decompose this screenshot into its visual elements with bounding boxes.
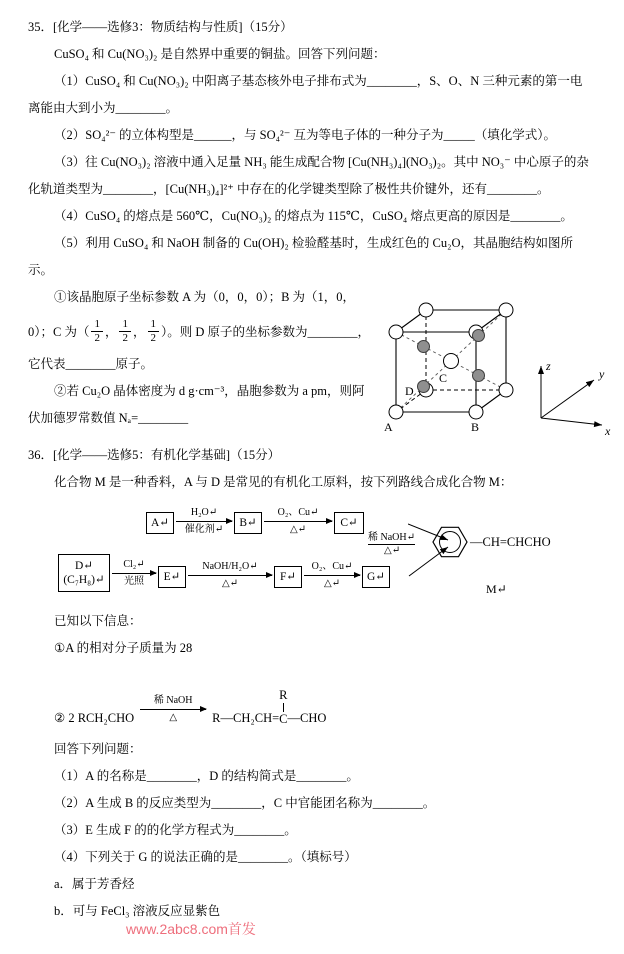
q35-sub2-line1: ②若 Cu₂O 晶体密度为 d g·cm⁻³，晶胞参数为 a pm，则阿 [54, 384, 365, 398]
arrow-e-f-top-label: NaOH/H₂O↵ [202, 561, 258, 572]
info2-branch [279, 689, 287, 726]
frac-line-sep: ， [132, 325, 146, 339]
arrow-a-b [176, 507, 232, 536]
compound-box-e-label: E↵ [163, 570, 181, 583]
arrow-f-g-bottom-label: △↵ [323, 578, 341, 589]
synthesis-scheme [28, 496, 604, 608]
compound-box-c [334, 512, 364, 534]
q36-intro: 化合物 M 是一种香料，A 与 D 是常见的有机化工原料，按下列路线合成化合物 M： [54, 475, 513, 489]
q35-item5-line1: （5）利用 CuSO₄ 和 NaOH 制备的 Cu(OH)₂ 检验醛基时，生成红色的 Cu₂O，其晶胞结构如图所 [54, 236, 573, 250]
q35-item1-line1: （1）CuSO₄ 和 Cu(NO₃)₂ 中阳离子基态核外电子排布式为________，S、O、N 三种元素的第一电 [54, 74, 583, 88]
compound-box-e [158, 566, 186, 588]
product-m-label: M↵ [486, 582, 507, 596]
info2-r-substituent: R [279, 688, 288, 702]
compound-box-a-label: A↵ [151, 516, 169, 529]
q35-sub2-line2: 伏加德罗常数值 Nₐ=________ [28, 411, 189, 425]
info2-arrow-bottom-label: △ [169, 712, 178, 723]
arrow-a-b-top-label: H₂O↵ [190, 507, 218, 518]
compound-box-a [146, 512, 174, 534]
frac-line-sep: ， [104, 325, 118, 339]
compound-box-d [58, 554, 110, 592]
fraction-denominator: 2 [94, 331, 100, 344]
arrow-b-c [264, 507, 332, 536]
fraction-numerator: 1 [119, 318, 131, 332]
arrow-a-b-bottom-label: 催化剂↵ [184, 524, 224, 535]
arrow-shaft-icon [176, 521, 232, 522]
info2-branch-carbon: C [279, 712, 288, 726]
converge-condition-top: 稀 NaOH↵ [368, 528, 415, 545]
fraction-denominator: 2 [122, 331, 128, 344]
arrow-e-f-bottom-label: △↵ [221, 578, 239, 589]
frac-line-pre: 0）；C 为（ [28, 325, 90, 339]
fraction-numerator: 1 [91, 318, 103, 332]
q36-qa1: （1）A 的名称是________，D 的结构简式是________。 [54, 769, 359, 783]
info2-arrow-top-label: 稀 NaOH [153, 695, 193, 706]
atom-label-b: B [471, 420, 480, 434]
axis-label-z: z [546, 359, 551, 373]
atom-label-c: C [439, 371, 448, 385]
q35-item4: （4）CuSO₄ 的熔点是 560℃，Cu(NO₃)₂ 的熔点为 115℃，CuSO₄ 熔点更高的原因是________。 [54, 209, 573, 223]
fraction-denominator: 2 [150, 331, 156, 344]
atom-label-d: D [405, 384, 414, 398]
info2-reactant: ② 2 RCH₂CHO [54, 711, 135, 725]
q36-qa4: （4）下列关于 G 的说法正确的是________。（填标号） [54, 850, 357, 864]
converge-condition-bottom: △↵ [384, 545, 401, 556]
frac-line-post: ）。则 D 原子的坐标参数为________， [161, 325, 371, 339]
q36-info1: ①A 的相对分子质量为 28 [54, 641, 193, 655]
single-bond-icon [283, 703, 284, 712]
compound-box-g-label: G↵ [367, 570, 385, 583]
q36-qa4-option-a: a．属于芳香烃 [54, 877, 135, 891]
arrow-b-c-bottom-label: △↵ [289, 524, 307, 535]
info2-product-post: —CHO [287, 711, 327, 725]
q36-info2 [28, 662, 604, 736]
compound-box-d-label: D↵ [75, 559, 93, 572]
compound-box-c-label: C↵ [340, 516, 358, 529]
product-chain: —CH=CHCHO [470, 534, 551, 549]
q36-qa2: （2）A 生成 B 的反应类型为________，C 中官能团名称为________。 [54, 796, 436, 810]
fraction [119, 318, 131, 344]
q35-sub1-line3: 它代表________原子。 [28, 357, 154, 371]
arrow-d-e [112, 559, 156, 588]
arrow-shaft-icon [188, 575, 272, 576]
arrow-shaft-icon [304, 575, 360, 576]
q35-intro: CuSO₄ 和 Cu(NO₃)₂ 是自然界中重要的铜盐。回答下列问题： [54, 47, 386, 61]
benzene-ring-icon [430, 522, 470, 562]
fraction [148, 318, 160, 344]
arrow-shaft-icon [112, 573, 156, 574]
watermark: www.2abc8.com首发 [126, 921, 256, 937]
arrow-shaft-icon [140, 709, 206, 710]
axis-label-x: x [605, 424, 611, 438]
compound-box-f-label: F↵ [279, 570, 297, 583]
arrow-shaft-icon [264, 521, 332, 522]
q35-item1-line2: 离能由大到小为________。 [28, 101, 179, 115]
arrow-f-g [304, 561, 360, 590]
product-m-structure [430, 522, 551, 562]
q35-item2: （2）SO₄²⁻ 的立体构型是______，与 SO₄²⁻ 互为等电子体的一种分子为_____（填化学式）。 [54, 128, 556, 142]
atom-label-a: A [384, 420, 393, 434]
crystal-cell-figure [378, 292, 618, 442]
q36-qa4-option-b: b．可与 FeCl₃ 溶液反应显紫色 [54, 904, 221, 918]
q36-answer-heading: 回答下列问题： [54, 742, 142, 756]
q36-info-heading: 已知以下信息： [54, 614, 142, 628]
q35-item3-line2: 化轨道类型为________，[Cu(NH₃)₄]²⁺ 中存在的化学键类型除了极性共价键外，还有________。 [28, 182, 550, 196]
arrow-d-e-top-label: Cl₂↵ [123, 559, 145, 570]
q36-title: 36．[化学——选修5：有机化学基础]（15分） [28, 448, 281, 462]
compound-box-b [234, 512, 262, 534]
fraction [91, 318, 103, 344]
q35-item5-line2: 示。 [28, 263, 54, 277]
q35-title: 35．[化学——选修3：物质结构与性质]（15分） [28, 20, 293, 34]
center-atom [444, 354, 459, 369]
arrow-e-f [188, 561, 272, 590]
info2-product-pre: R—CH₂CH= [212, 711, 280, 725]
q35-sub1-line1: ①该晶胞原子坐标参数 A 为（0，0，0）；B 为（1，0， [54, 290, 356, 304]
corner-atoms [389, 303, 513, 419]
axes [541, 366, 602, 425]
q36-qa3: （3）E 生成 F 的的化学方程式为________。 [54, 823, 297, 837]
arrow-b-c-top-label: O₂、Cu↵ [277, 507, 319, 518]
compound-box-f [274, 566, 302, 588]
compound-box-b-label: B↵ [239, 516, 257, 529]
q35-item3-line1: （3）往 Cu(NO₃)₂ 溶液中通入足量 NH₃ 能生成配合物 [Cu(NH₃)₄](NO₃)₂。其中 NO₃⁻ 中心原子的杂 [54, 155, 589, 169]
arrow-d-e-bottom-label: 光照 [124, 576, 144, 587]
arrow-f-g-top-label: O₂、Cu↵ [311, 561, 353, 572]
info2-arrow [140, 695, 206, 724]
compound-box-d-formula: (C₇H₈)↵ [63, 574, 105, 586]
fraction-numerator: 1 [148, 318, 160, 332]
compound-box-g [362, 566, 390, 588]
axis-label-y: y [599, 367, 605, 381]
